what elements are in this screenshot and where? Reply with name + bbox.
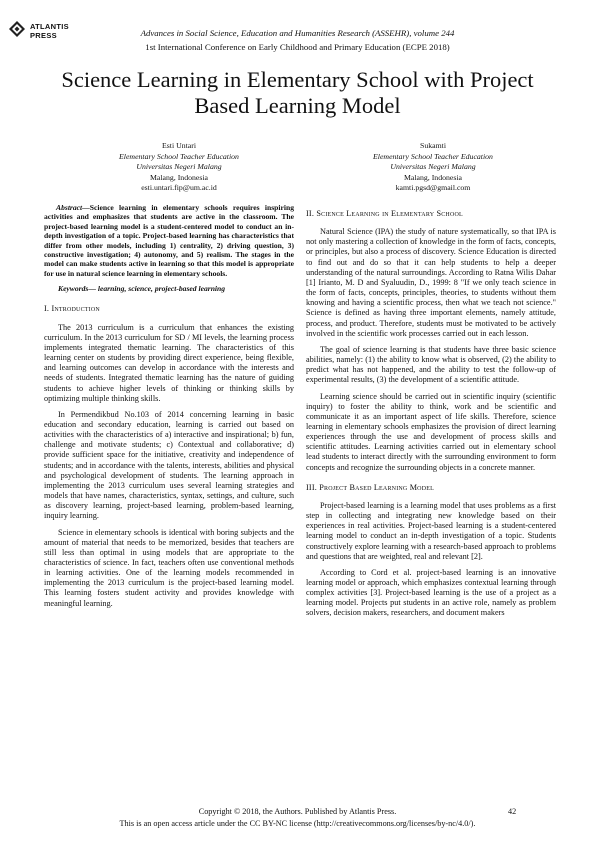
body-paragraph: The 2013 curriculum is a curriculum that enhances the existing curriculum. In the 2013 curriculum for SD / MI levels, the learning process implements integrated thematic learning. The characteristics of this learning center on students by providing direct experience, being flexible, and learning outcomes can develop in accordance with the interests and needs of students. Integrated thematic learning has the nature of guiding students to achieve higher levels of thinking or thinking skills by optimizing multiple thinking skills. [44,322,294,403]
author-block-2 [308,141,558,194]
journal-header: Advances in Social Science, Education and Humanities Research (ASSEHR), volume 244 [140,28,455,38]
paper-title: Science Learning in Elementary School with Project Based Learning Model [61,67,534,118]
section-title: Science Learning in Elementary School [316,209,463,218]
author-email[interactable]: esti.untari.fip@um.ac.id [141,183,217,193]
section-number: III. [306,482,318,492]
page-number: 42 [508,807,517,816]
body-paragraph: Science in elementary schools is identical with boring subjects and the amount of material that needs to be memorized, besides that teachers are still less than optimal in using models that are appropriate to the characteristics of science. In fact, teachers often use conventional methods in learning activities. One of the learning models recommended in implementing the 2013 curriculum is the project-based learning model. This learning fosters student activity and provides knowledge with meaningful learning. [44,527,294,608]
author-block-1 [54,141,304,194]
body-paragraph: The goal of science learning is that students have three basic science abilities, namely: (1) the ability to know what is observed, (2) the ability to predict what has not happened, and the ability to test the follow-up of experimental results, (3) the development of a scientific attitude. [306,344,556,385]
section-number: I. [44,304,50,314]
author-university: Universitas Negeri Malang [390,162,476,172]
section-heading-pbl-model [306,483,556,493]
section-title: Project Based Learning Model [319,482,434,492]
body-paragraph: In Permendikbud No.103 of 2014 concerning learning in basic education and secondary education, learning is carried out based on activities with the characteristics of a) interactive and inspirational; b) fun, challenge and motivate students; c) Contextual and collaborative; d) provide sufficient space for the initiative, creativity and independence of students; and in accordance with the talents, interests, abilities and physical and psychological development of students. The learning approach in implementing the 2013 curriculum uses several learning strategies and models that have names, characteristics, syntax, settings, and culture, such as discovery learning, project-based learning, problem-based learning, inquiry learning. [44,409,294,521]
conference-header: 1st International Conference on Early Childhood and Primary Education (ECPE 2018) [145,42,450,52]
section-heading-introduction [44,304,294,314]
license-line[interactable]: This is an open access article under the CC BY-NC license (http://creativecommons.org/licenses/by-nc/4.0/). [119,819,476,828]
abstract-paragraph: Abstract—Science learning in elementary schools requires inspiring activities and emphasizes that students are active in the classroom. The project-based learning model is a student-centered model to conduct an in-depth investigation of a topic. Project-based learning has characteristics that differ from other models, including 1) centrality, 2) driving question, 3) constructive investigation; 4) autonomy, and 5) realism. The stages in the model can make students active in learning so that this model is appropriate for use in natural science learning in elementary schools. [44,203,294,278]
author-name: Esti Untari [162,141,196,150]
abstract [44,203,294,278]
author-city: Malang, Indonesia [403,172,463,182]
body-paragraph: Project-based learning is a learning model that uses problems as a first step in collecting and integrating new knowledge based on their experiences in real activities. Project-based learning is a student-centered learning model to conduct an in-depth investigation of a topic. Students constructively explore learning with a research-based approach to problems and questions that are weighted, real and relevant [2]. [306,500,556,561]
author-department: Elementary School Teacher Education [119,151,239,161]
abstract-label: Abstract [56,203,83,212]
keywords: Keywords— learning, science, project-based learning [58,284,226,294]
author-university: Universitas Negeri Malang [136,162,222,172]
author-email[interactable]: kamti.pgsd@gmail.com [395,183,471,193]
author-department: Elementary School Teacher Education [373,151,493,161]
body-paragraph: According to Cord et al. project-based learning is an innovative learning model or approach, which emphasizes contextual learning through complex activities [3]. Project-based learning is the use of a project as a learning model. Projects put students in an active role, namely as problem solvers, decision makers, researchers, and document makers [306,567,556,618]
author-name: Sukamti [420,141,446,150]
copyright-line: Copyright © 2018, the Authors. Published by Atlantis Press. [198,807,397,816]
section-number: II. [306,209,315,218]
logo-text-atlantis: ATLANTIS [30,22,69,31]
left-column [44,203,294,615]
right-column [306,203,556,625]
body-paragraph: Natural Science (IPA) the study of nature systematically, so that IPA is not only mastering a collection of knowledge in the form of facts, concepts, or principles, but also a process of discovery. Science Education is directed to find out and do so that it can help students to help a deeper understanding of the natural surroundings. According to Ratna Wilis Dahar [1] Irianto, M. D and Syaluudin, D., 1999: 8 "If we only teach science in the form of facts, concepts, principles, theories, to students without them knowing and having a scientific process, then what we teach not science." Science is defined as having three important elements, namely attitude, process, and product. Therefore, students must be motivated to be actively involved in the scientific work processes carried out in each lesson. [306,227,556,338]
logo-text-press: PRESS [30,31,57,40]
section-title: Introduction [51,304,100,314]
author-city: Malang, Indonesia [149,172,209,182]
abstract-text: Science learning in elementary schools requires inspiring activities and emphasizes that students are active in the classroom. The project-based learning model is a student-centered model to conduct an in-depth investigation of a topic. Project-based learning has characteristics that differ from other models, including 1) centrality, 2) driving question, 3) constructive investigation; 4) autonomy, and 5) realism. The stages in the model can make students active in learning so that this model is appropriate for use in natural science learning in elementary schools. [44,203,294,278]
section-heading-science-learning [306,209,556,219]
body-paragraph: Learning science should be carried out in scientific inquiry (scientific inquiry) to foster the ability to think, work and be scientific and communicate it as an important aspect of life skills. Therefore, science learning in elementary schools emphasizes the provision of direct learning experiences through the use and development of process skills and scientific attitudes. Learning activities carried out in elementary school lead students to interact directly with the surrounding environment to form concepts and recognize the surrounding objects in a concrete manner. [306,391,556,472]
